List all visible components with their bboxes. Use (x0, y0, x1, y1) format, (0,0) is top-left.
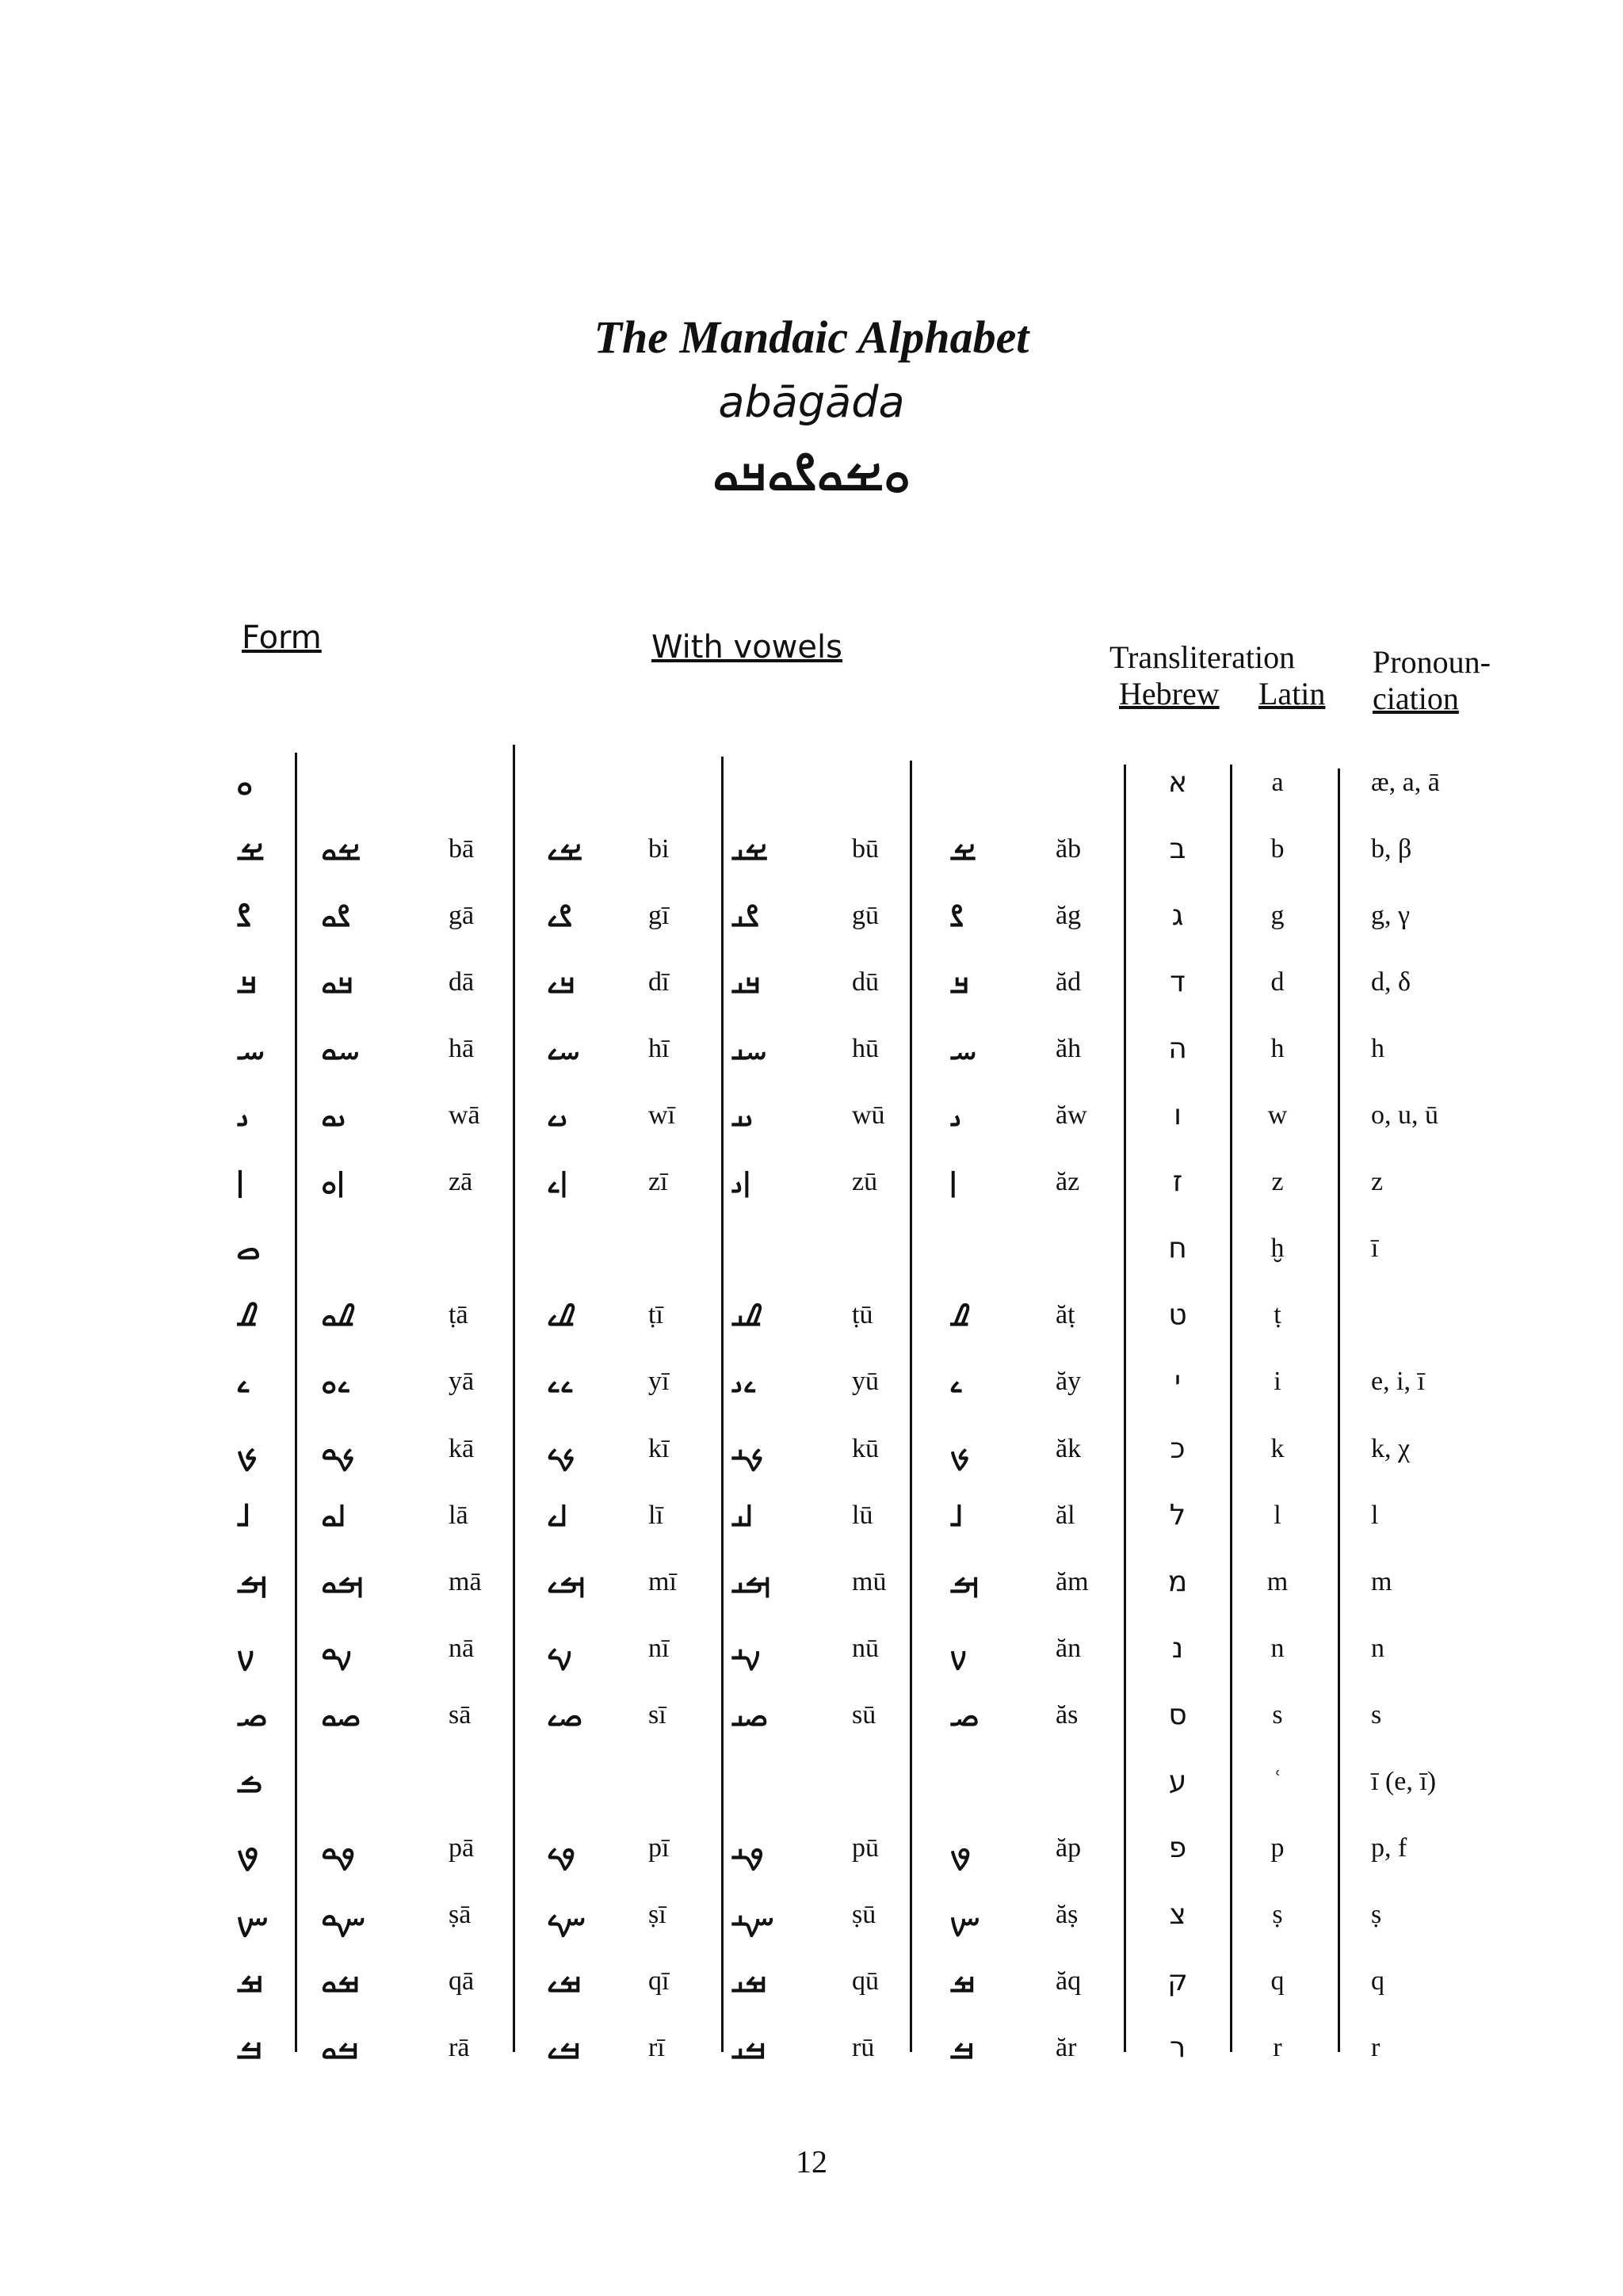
page-number: 12 (796, 2144, 827, 2180)
mandaic-with-a: ࡑࡀ (321, 1897, 366, 1932)
latin-letter: l (1274, 1501, 1281, 1530)
mandaic-with-u: ࡊࡅ (731, 1432, 764, 1466)
hebrew-letter: צ (1169, 1898, 1186, 1931)
latin-letter: i (1274, 1367, 1281, 1396)
hebrew-letter: ס (1168, 1699, 1187, 1731)
transcription-a: kā (449, 1434, 475, 1463)
mandaic-final: ࡒ (949, 1964, 976, 1999)
mandaic-with-a: ࡅࡀ (321, 1098, 346, 1133)
mandaic-with-a: ࡆࡀ (321, 1165, 345, 1199)
pronunciation: s (1371, 1700, 1382, 1730)
latin-letter: k (1270, 1434, 1285, 1463)
transcription-i: nī (648, 1634, 670, 1663)
latin-letter: q (1270, 1966, 1285, 1996)
mandaic-with-a: ࡁࡀ (321, 832, 361, 867)
mandaic-with-i: ࡑࡉ (547, 1897, 586, 1932)
header-pronunciation-2: ciation (1373, 681, 1459, 716)
mandaic-with-i: ࡂࡉ (547, 898, 573, 933)
transcription-i: yī (648, 1367, 670, 1396)
hebrew-letter: ז (1172, 1165, 1183, 1198)
letter-form: ࡍ (236, 1630, 255, 1667)
transcription-final: ăh (1056, 1034, 1082, 1063)
letter-form: ࡒ (236, 1963, 264, 2000)
pronunciation: r (1371, 2033, 1381, 2062)
hebrew-letter: נ (1171, 1632, 1184, 1665)
latin-letter: p (1270, 1833, 1285, 1863)
mandaic-with-a: ࡊࡀ (321, 1432, 355, 1466)
mandaic-with-a: ࡄࡀ (321, 1032, 360, 1066)
latin-letter: s (1272, 1700, 1283, 1730)
hebrew-letter: ט (1168, 1299, 1187, 1331)
transcription-final: ăz (1056, 1167, 1080, 1196)
transcription-i: lī (648, 1501, 663, 1530)
latin-letter: ḫ (1270, 1234, 1285, 1263)
column-divider (295, 753, 297, 2052)
mandaic-with-a: ࡍࡀ (321, 1631, 353, 1666)
letter-form: ࡅ (236, 1097, 250, 1134)
mandaic-with-u: ࡄࡅ (731, 1032, 767, 1066)
mandaic-with-i: ࡊࡉ (547, 1432, 575, 1466)
mandaic-final: ࡑ (949, 1897, 980, 1932)
mandaic-with-i: ࡄࡉ (547, 1032, 580, 1066)
transcription-a: pā (449, 1833, 475, 1863)
mandaic-with-u: ࡅࡅ (731, 1098, 754, 1133)
transcription-u: yū (852, 1367, 879, 1396)
transcription-final: ăṭ (1056, 1300, 1075, 1329)
hebrew-letter: ר (1169, 2031, 1186, 2064)
transcription-u: rū (852, 2033, 875, 2062)
mandaic-with-u: ࡒࡅ (731, 1964, 767, 1999)
mandaic-with-a: ࡎࡀ (321, 1698, 361, 1733)
latin-letter: ṣ (1272, 1900, 1283, 1929)
latin-letter: n (1270, 1634, 1285, 1663)
mandaic-with-u: ࡐࡅ (731, 1831, 765, 1866)
hebrew-letter: ל (1169, 1499, 1186, 1531)
mandaic-with-a: ࡂࡀ (321, 898, 351, 933)
transcription-a: sā (449, 1700, 472, 1730)
latin-letter: r (1273, 2033, 1282, 2062)
letter-form: ࡓ (236, 2030, 263, 2066)
transcription-final: ăy (1056, 1367, 1082, 1396)
transcription-final: ăm (1056, 1567, 1089, 1596)
mandaic-final: ࡍ (949, 1631, 968, 1666)
mandaic-final: ࡐ (949, 1831, 972, 1866)
mandaic-final: ࡁ (949, 832, 976, 867)
transcription-final: ăp (1056, 1833, 1082, 1863)
hebrew-letter: ד (1170, 966, 1186, 998)
transcription-u: qū (852, 1966, 879, 1996)
column-divider (721, 757, 724, 2052)
letter-form: ࡌ (236, 1564, 268, 1600)
latin-letter: m (1266, 1567, 1289, 1596)
mandaic-with-u: ࡍࡅ (731, 1631, 761, 1666)
transcription-i: mī (648, 1567, 677, 1596)
transcription-u: mū (852, 1567, 887, 1596)
transcription-u: hū (852, 1034, 879, 1063)
mandaic-with-i: ࡎࡉ (547, 1698, 583, 1733)
mandaic-with-u: ࡎࡅ (731, 1698, 769, 1733)
mandaic-with-i: ࡐࡉ (547, 1831, 576, 1866)
transcription-final: ăn (1056, 1634, 1082, 1663)
letter-form: ࡆ (236, 1164, 244, 1200)
header-pronunciation-1: Pronoun- (1373, 644, 1491, 680)
transcription-u: bū (852, 834, 879, 864)
mandaic-with-i: ࡃࡉ (547, 965, 575, 1000)
hebrew-letter: ג (1171, 899, 1184, 932)
letter-form: ࡃ (236, 964, 258, 1001)
transcription-u: pū (852, 1833, 879, 1863)
hebrew-letter: כ (1170, 1432, 1186, 1465)
transcription-i: zī (648, 1167, 668, 1196)
hebrew-letter: ו (1174, 1099, 1182, 1131)
letter-form: ࡋ (236, 1497, 251, 1534)
transcription-i: ṭī (648, 1300, 663, 1329)
latin-letter: z (1271, 1167, 1284, 1196)
transcription-a: mā (449, 1567, 482, 1596)
mandaic-with-u: ࡓࡅ (731, 2031, 766, 2065)
mandaic-title: ࡀࡁࡀࡂࡀࡃࡀ (712, 444, 911, 502)
mandaic-with-u: ࡑࡅ (731, 1897, 775, 1932)
header-with-vowels: With vowels (651, 629, 842, 666)
header-hebrew: Hebrew (1119, 676, 1220, 711)
pronunciation: k, χ (1371, 1434, 1411, 1463)
transcription-final: ăr (1056, 2033, 1077, 2062)
pronunciation: g, γ (1371, 901, 1411, 930)
letter-form: ࡑ (236, 1897, 269, 1933)
transcription-final: ăl (1056, 1501, 1075, 1530)
mandaic-with-i: ࡒࡉ (547, 1964, 582, 1999)
mandaic-final: ࡓ (949, 2031, 975, 2065)
column-divider (1124, 765, 1126, 2052)
mandaic-final: ࡂ (949, 898, 964, 933)
transcription-i: pī (648, 1833, 670, 1863)
mandaic-with-i: ࡋࡉ (547, 1498, 568, 1533)
mandaic-with-a: ࡌࡀ (321, 1565, 364, 1600)
letter-form: ࡎ (236, 1697, 268, 1733)
letter-form: ࡇ (236, 1230, 262, 1267)
latin-letter: ṭ (1274, 1300, 1281, 1329)
transcription-a: rā (449, 2033, 470, 2062)
pronunciation: m (1371, 1567, 1392, 1596)
mandaic-with-a: ࡒࡀ (321, 1964, 360, 1999)
mandaic-final: ࡎ (949, 1698, 980, 1733)
hebrew-letter: ע (1168, 1765, 1187, 1798)
pronunciation: l (1371, 1501, 1379, 1530)
mandaic-final: ࡋ (949, 1498, 964, 1533)
hebrew-letter: פ (1168, 1832, 1187, 1864)
transcription-i: dī (648, 967, 670, 997)
pronunciation: ṣ (1371, 1900, 1382, 1929)
transcription-a: wā (449, 1100, 480, 1130)
latin-letter: a (1271, 768, 1284, 797)
pronunciation: p, f (1371, 1833, 1407, 1863)
mandaic-final: ࡆ (949, 1165, 957, 1199)
mandaic-final: ࡄ (949, 1032, 977, 1066)
letter-form: ࡊ (236, 1431, 258, 1467)
latin-letter: g (1270, 901, 1285, 930)
mandaic-final: ࡊ (949, 1432, 970, 1466)
mandaic-with-u: ࡈࡅ (731, 1298, 762, 1333)
header-form: Form (242, 620, 322, 656)
transcription-u: nū (852, 1634, 879, 1663)
hebrew-letter: ח (1168, 1232, 1187, 1264)
mandaic-with-i: ࡅࡉ (547, 1098, 568, 1133)
transcription-a: ṣā (449, 1900, 472, 1929)
mandaic-with-i: ࡁࡉ (547, 832, 583, 867)
hebrew-letter: ה (1168, 1032, 1187, 1065)
transcription-u: dū (852, 967, 879, 997)
transcription-i: rī (648, 2033, 665, 2062)
latin-letter: b (1270, 834, 1285, 864)
transcription-i: ṣī (648, 1900, 666, 1929)
transcription-u: gū (852, 901, 879, 930)
pronunciation: ī (1371, 1234, 1379, 1263)
hebrew-letter: ק (1167, 1965, 1188, 1997)
transcription-a: bā (449, 834, 475, 864)
letter-form: ࡀ (236, 765, 254, 801)
transcription-a: gā (449, 901, 475, 930)
transcription-a: dā (449, 967, 475, 997)
mandaic-final: ࡃ (949, 965, 970, 1000)
transcription-i: qī (648, 1966, 670, 1996)
transcription-a: qā (449, 1966, 475, 1996)
pronunciation: æ, a, ā (1371, 768, 1440, 797)
pronunciation: n (1371, 1634, 1384, 1663)
mandaic-with-a: ࡈࡀ (321, 1298, 355, 1333)
mandaic-with-a: ࡐࡀ (321, 1831, 356, 1866)
hebrew-letter: י (1174, 1365, 1182, 1398)
letter-form: ࡂ (236, 898, 252, 934)
pronunciation: z (1371, 1167, 1384, 1196)
transcription-i: bi (648, 834, 670, 864)
transcription-i: gī (648, 901, 670, 930)
header-latin: Latin (1258, 676, 1326, 711)
mandaic-with-u: ࡆࡅ (731, 1165, 751, 1199)
transcription-u: lū (852, 1501, 873, 1530)
transcription-u: kū (852, 1434, 879, 1463)
transcription-u: ṭū (852, 1300, 873, 1329)
letter-form: ࡏ (236, 1764, 264, 1800)
transcription-a: ṭā (449, 1300, 468, 1329)
transcription-final: ăd (1056, 967, 1082, 997)
mandaic-with-i: ࡍࡉ (547, 1631, 573, 1666)
page-title: The Mandaic Alphabet (594, 311, 1029, 363)
mandaic-with-u: ࡌࡅ (731, 1565, 771, 1600)
transcription-u: sū (852, 1700, 876, 1730)
mandaic-with-u: ࡃࡅ (731, 965, 761, 1000)
mandaic-with-a: ࡉࡀ (321, 1364, 351, 1399)
pronunciation: d, δ (1371, 967, 1411, 997)
mandaic-with-i: ࡉࡉ (547, 1364, 574, 1399)
pronunciation: e, i, ī (1371, 1367, 1425, 1396)
pronunciation: ī (e, ī) (1371, 1767, 1437, 1796)
column-divider (910, 761, 912, 2052)
mandaic-final: ࡌ (949, 1565, 980, 1600)
transcription-u: wū (852, 1100, 885, 1130)
column-divider (1230, 765, 1232, 2052)
letter-form: ࡁ (236, 831, 265, 868)
hebrew-letter: ב (1169, 833, 1186, 865)
mandaic-with-a: ࡓࡀ (321, 2031, 359, 2065)
pronunciation: b, β (1371, 834, 1412, 864)
transcription-i: wī (648, 1100, 675, 1130)
transcription-final: ăq (1056, 1966, 1082, 1996)
column-divider (1338, 769, 1340, 2052)
transcription-final: ăw (1056, 1100, 1087, 1130)
letter-form: ࡉ (236, 1363, 250, 1400)
transcription-final: ăg (1056, 901, 1082, 930)
transcription-i: hī (648, 1034, 670, 1063)
header-transliteration: Transliteration (1109, 639, 1296, 675)
mandaic-with-i: ࡆࡉ (547, 1165, 568, 1199)
hebrew-letter: א (1167, 766, 1188, 799)
transcription-a: yā (449, 1367, 475, 1396)
transcription-u: zū (852, 1167, 878, 1196)
transcription-u: ṣū (852, 1900, 876, 1929)
transcription-a: zā (449, 1167, 473, 1196)
page-subtitle: abāgāda (718, 377, 905, 427)
mandaic-final: ࡅ (949, 1098, 962, 1133)
transcription-final: ăb (1056, 834, 1082, 864)
latin-letter: d (1270, 967, 1285, 997)
mandaic-with-i: ࡌࡉ (547, 1565, 586, 1600)
transcription-final: ăṣ (1056, 1900, 1079, 1929)
mandaic-final: ࡉ (949, 1364, 963, 1399)
mandaic-with-a: ࡃࡀ (321, 965, 354, 1000)
pronunciation: h (1371, 1034, 1384, 1063)
latin-letter: w (1267, 1100, 1288, 1130)
transcription-final: ăs (1056, 1700, 1079, 1730)
mandaic-with-u: ࡋࡅ (731, 1498, 754, 1533)
latin-letter: h (1270, 1034, 1285, 1063)
latin-letter: ʿ (1273, 1767, 1282, 1796)
pronunciation: q (1371, 1966, 1384, 1996)
mandaic-final: ࡈ (949, 1298, 970, 1333)
mandaic-with-u: ࡂࡅ (731, 898, 759, 933)
hebrew-letter: מ (1167, 1566, 1188, 1598)
transcription-i: sī (648, 1700, 666, 1730)
transcription-final: ăk (1056, 1434, 1082, 1463)
mandaic-with-u: ࡁࡅ (731, 832, 769, 867)
letter-form: ࡄ (236, 1031, 265, 1067)
transcription-a: lā (449, 1501, 468, 1530)
mandaic-with-i: ࡓࡉ (547, 2031, 581, 2065)
column-divider (513, 745, 515, 2052)
transcription-a: nā (449, 1634, 475, 1663)
letter-form: ࡐ (236, 1830, 259, 1867)
transcription-a: hā (449, 1034, 475, 1063)
letter-form: ࡈ (236, 1297, 258, 1333)
mandaic-with-i: ࡈࡉ (547, 1298, 575, 1333)
mandaic-with-a: ࡋࡀ (321, 1498, 346, 1533)
mandaic-with-u: ࡉࡅ (731, 1364, 757, 1399)
pronunciation: o, u, ū (1371, 1100, 1438, 1130)
transcription-i: kī (648, 1434, 670, 1463)
